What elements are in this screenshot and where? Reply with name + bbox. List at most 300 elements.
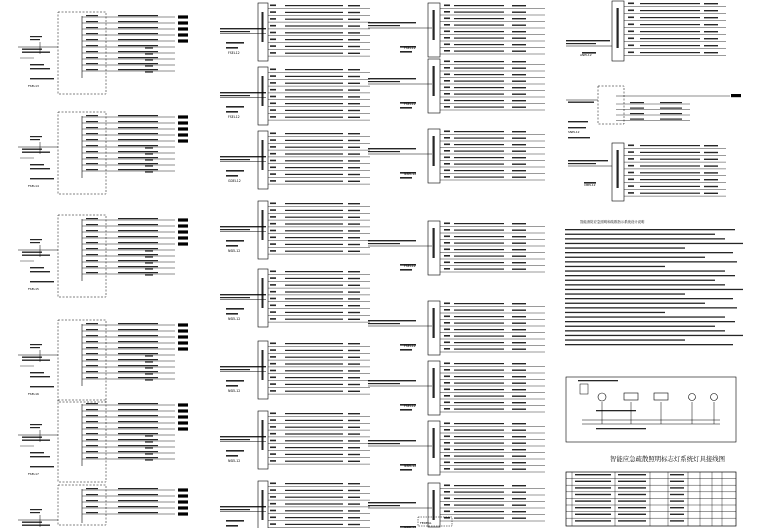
tiny-text [285,350,343,351]
tiny-text [704,52,718,53]
tiny-text [368,78,416,79]
tiny-text [512,518,526,519]
tiny-text [640,172,700,173]
tiny-text [270,349,276,351]
tiny-text [640,193,700,194]
tiny-text [86,163,98,164]
tiny-text [30,136,42,137]
tiny-text [512,31,526,32]
tiny-text [30,139,40,140]
tiny-text [270,243,276,245]
tiny-text [628,31,634,33]
tiny-text [285,96,343,97]
tiny-text [512,376,526,377]
tiny-text [285,153,343,154]
tiny-text [145,147,153,148]
tiny-text [270,39,276,41]
tiny-text [86,512,98,513]
tiny-text [262,490,264,520]
tiny-text [270,230,276,232]
tiny-text [512,349,526,350]
tiny-text [30,424,42,425]
tiny-text [30,168,50,169]
tiny-text [628,151,634,153]
tiny-text [454,505,504,506]
tiny-text [704,3,718,4]
tiny-text [285,12,343,13]
tiny-text [348,517,360,518]
tiny-text [348,510,360,511]
tiny-text [270,318,276,320]
tiny-text [270,146,276,148]
tiny-text [86,45,98,46]
tiny-text [348,89,360,90]
tiny-text [454,349,504,350]
tiny-text [285,230,343,231]
tiny-text [220,294,266,295]
tiny-text [454,74,504,75]
tiny-text [270,160,276,162]
tiny-text [512,511,526,512]
tiny-text [512,157,526,158]
tiny-text [118,427,158,428]
tiny-text [285,69,343,70]
tiny-text [118,409,158,410]
tiny-text [444,498,450,500]
tiny-text [285,391,343,392]
tiny-text [368,243,400,244]
tiny-text [285,181,343,182]
tiny-text [270,390,276,392]
tiny-text [262,278,264,308]
tiny-text [86,329,98,330]
tiny-text [444,511,450,513]
tiny-text [285,244,343,245]
tiny-text [270,237,276,239]
tiny-text [444,462,450,464]
tiny-text [145,159,153,160]
note-line [565,321,735,322]
tiny-text [270,216,276,218]
tiny-text [285,497,343,498]
device [580,384,588,394]
tiny-text [444,236,450,238]
tiny-text [270,383,276,385]
tiny-text [640,24,700,25]
circuit-tag [178,512,188,515]
tiny-text [145,447,153,448]
tiny-text [118,157,158,158]
tiny-text [454,12,504,13]
tiny-text [270,489,276,491]
tiny-text [22,49,42,50]
tiny-text [400,51,412,53]
tiny-text [226,520,244,522]
tiny-text [444,74,450,76]
tiny-text [454,370,504,371]
tiny-text [512,505,526,506]
note-line [565,270,725,271]
tiny-text [444,363,450,365]
tiny-text [285,440,343,441]
tiny-text [444,249,450,251]
tiny-text [444,144,450,146]
tiny-text [145,459,153,460]
tiny-text [444,37,450,39]
tiny-text [512,436,526,437]
tiny-text [226,380,244,382]
tiny-text [575,514,611,515]
tiny-text [30,372,44,373]
tiny-text [454,316,504,317]
tiny-text [270,291,276,293]
tiny-text [400,349,412,351]
tiny-text [285,103,343,104]
tiny-text [118,341,158,342]
tiny-text [220,297,250,298]
tiny-text [575,494,611,495]
panel-label: SNEL12 [568,130,580,134]
tiny-text [270,271,276,273]
tiny-text [145,274,153,275]
tiny-text [285,291,343,292]
tiny-text [86,365,98,366]
tiny-text [285,454,343,455]
tiny-text [444,402,450,404]
tiny-text [444,87,450,89]
tiny-text [348,32,360,33]
note-line [565,234,715,235]
tiny-text [618,514,646,515]
tiny-text [512,18,526,19]
tiny-text [628,3,634,5]
tiny-text [22,522,42,523]
tiny-text [145,165,153,166]
tiny-text [640,31,700,32]
tiny-text [596,428,646,429]
title-table [566,472,736,526]
tiny-text [660,102,682,103]
tiny-text [285,285,343,286]
tiny-text [512,423,526,424]
tiny-text [512,402,526,403]
circuit-tag [178,329,188,332]
tiny-text [145,441,153,442]
tiny-text [348,147,360,148]
tiny-text [285,167,343,168]
lamp-symbol [711,394,718,401]
tiny-text [86,115,98,116]
tiny-text [30,36,42,37]
tiny-text [226,525,238,527]
tiny-text [30,267,44,268]
tiny-text [270,75,276,77]
tiny-text [22,52,50,53]
tiny-text [512,430,526,431]
tiny-text [270,69,276,71]
tiny-text [444,348,450,350]
tiny-text [118,439,158,440]
tiny-text [640,10,700,11]
tiny-text [226,240,244,242]
tiny-text [618,520,646,521]
tiny-text [118,353,158,354]
note-line [565,344,733,345]
tiny-text [220,229,250,230]
tiny-text [285,363,343,364]
tiny-text [444,376,450,378]
tiny-text [270,510,276,512]
tiny-text [220,226,266,227]
tiny-text [444,408,450,410]
panel-label: FEDEAL [420,521,432,525]
note-line [565,257,705,258]
tiny-text [118,242,158,243]
tiny-text [512,396,526,397]
tiny-text [348,420,360,421]
tiny-text [348,117,360,118]
tiny-text [630,108,644,109]
tiny-text [118,33,158,34]
tiny-text [348,524,360,525]
tiny-text [348,319,360,320]
tiny-text [512,131,526,132]
tiny-text [22,149,42,150]
tiny-text [118,236,158,237]
tiny-text [348,39,360,40]
tiny-text [226,308,244,310]
tiny-text [285,203,343,204]
tiny-text [86,427,98,428]
tiny-text [145,47,153,48]
tiny-text [704,152,718,153]
tiny-text [454,138,504,139]
tiny-text [348,285,360,286]
circuit-tag [178,427,188,430]
tiny-text [454,68,504,69]
tiny-text [348,12,360,13]
tiny-text [118,512,158,513]
tiny-text [444,93,450,95]
tiny-text [145,361,153,362]
tiny-text [512,492,526,493]
tiny-text [118,488,158,489]
tiny-text [118,403,158,404]
tiny-text [400,469,412,471]
tiny-text [704,10,718,11]
tiny-text [22,357,42,358]
circuit-tag [178,218,188,221]
tiny-text [285,110,343,111]
tiny-text [86,57,98,58]
tiny-text [444,442,450,444]
tiny-text [270,32,276,34]
tiny-text [444,176,450,178]
tiny-text [270,11,276,13]
tiny-text [512,151,526,152]
tiny-text [640,38,700,39]
panel-label: FSEL12 [228,115,240,119]
tiny-text [512,5,526,6]
tiny-text [348,427,360,428]
tiny-text [444,67,450,69]
tiny-text [145,262,153,263]
tiny-text [618,474,646,475]
lamp-symbol [689,394,696,401]
tiny-text [575,500,611,501]
tiny-text [512,498,526,499]
lamp-symbol [598,393,606,401]
tiny-text [454,329,504,330]
tiny-text [512,81,526,82]
tiny-text [220,506,266,507]
tiny-text [118,451,158,452]
tiny-text [368,151,400,152]
tiny-text [118,15,158,16]
tiny-text [86,341,98,342]
tiny-text [454,5,504,6]
tiny-text [348,223,360,224]
note-line [565,335,743,336]
tiny-text [640,3,700,4]
tiny-text [348,53,360,54]
tiny-text [270,109,276,111]
tiny-text [444,18,450,20]
tiny-text [512,68,526,69]
tiny-text [433,490,435,520]
tiny-text [285,483,343,484]
tiny-text [285,89,343,90]
panel-label: NSEL12 [228,459,241,463]
tiny-text [454,462,504,463]
tiny-text [400,177,412,179]
tiny-text [628,185,634,187]
note-line [565,316,725,317]
tiny-text [568,127,586,128]
tiny-text [348,203,360,204]
tiny-text [348,384,360,385]
tiny-text [444,309,450,311]
tiny-text [512,236,526,237]
tiny-text [630,119,644,120]
tiny-text [512,230,526,231]
tiny-text [118,421,158,422]
note-line [565,303,705,304]
tiny-text [512,389,526,390]
tiny-text [454,31,504,32]
tiny-text [444,223,450,225]
tiny-text [270,483,276,485]
panel-label: GDEL12 [228,179,241,183]
panel-label: FSEL12 [228,51,240,55]
tiny-text [285,5,343,6]
tiny-text [670,514,684,515]
tiny-text [578,380,618,381]
tiny-text [270,96,276,98]
tiny-text [512,303,526,304]
tiny-text [660,119,682,120]
tiny-text [118,248,158,249]
panel-label: FSEL14 [28,184,39,188]
tiny-text [86,421,98,422]
tiny-text [348,5,360,6]
tiny-text [86,145,98,146]
tiny-text [348,140,360,141]
tiny-text [348,133,360,134]
tiny-text [285,76,343,77]
tiny-text [270,89,276,91]
circuit-tag [178,403,188,406]
tiny-text [368,383,400,384]
tiny-text [368,440,416,441]
tiny-text [454,342,504,343]
tiny-text [262,210,264,240]
tiny-text [22,437,42,438]
tiny-text [444,137,450,139]
tiny-text [454,236,504,237]
tiny-text [270,363,276,365]
tiny-text [640,17,700,18]
tiny-text [30,239,42,240]
panel-label: NSEL12 [228,317,241,321]
tiny-text [348,433,360,434]
tiny-text [226,455,238,457]
tiny-text [86,224,98,225]
tiny-text [86,139,98,140]
tiny-text [512,456,526,457]
example-frame [566,377,736,442]
tiny-text [512,310,526,311]
tiny-text [86,272,98,273]
tiny-text [118,27,158,28]
tiny-text [226,175,238,177]
tiny-text [454,87,504,88]
tiny-text [454,249,504,250]
tiny-text [640,159,700,160]
tiny-text [220,366,266,367]
tiny-text [285,160,343,161]
tiny-text [433,368,435,398]
tiny-text [454,363,504,364]
tiny-text [22,252,42,253]
tiny-text [270,356,276,358]
tiny-text [454,230,504,231]
note-line [565,289,743,290]
tiny-text [348,377,360,378]
circuit-tag [178,121,188,124]
panel-label: FSEL13 [28,84,39,88]
tiny-text [400,107,412,109]
tiny-text [575,487,611,488]
tiny-text [512,177,526,178]
tiny-text [454,269,504,270]
circuit-tag [178,224,188,227]
tiny-text [444,61,450,63]
tiny-text [444,449,450,451]
tiny-text [596,410,636,411]
tiny-text [270,453,276,455]
tiny-text [444,342,450,344]
tiny-text [270,45,276,47]
tiny-text [226,245,238,247]
tiny-text [348,298,360,299]
tiny-text [454,396,504,397]
tiny-text [454,61,504,62]
tiny-text [512,449,526,450]
tiny-text [30,376,50,377]
tiny-text [512,342,526,343]
tiny-text [30,164,44,165]
